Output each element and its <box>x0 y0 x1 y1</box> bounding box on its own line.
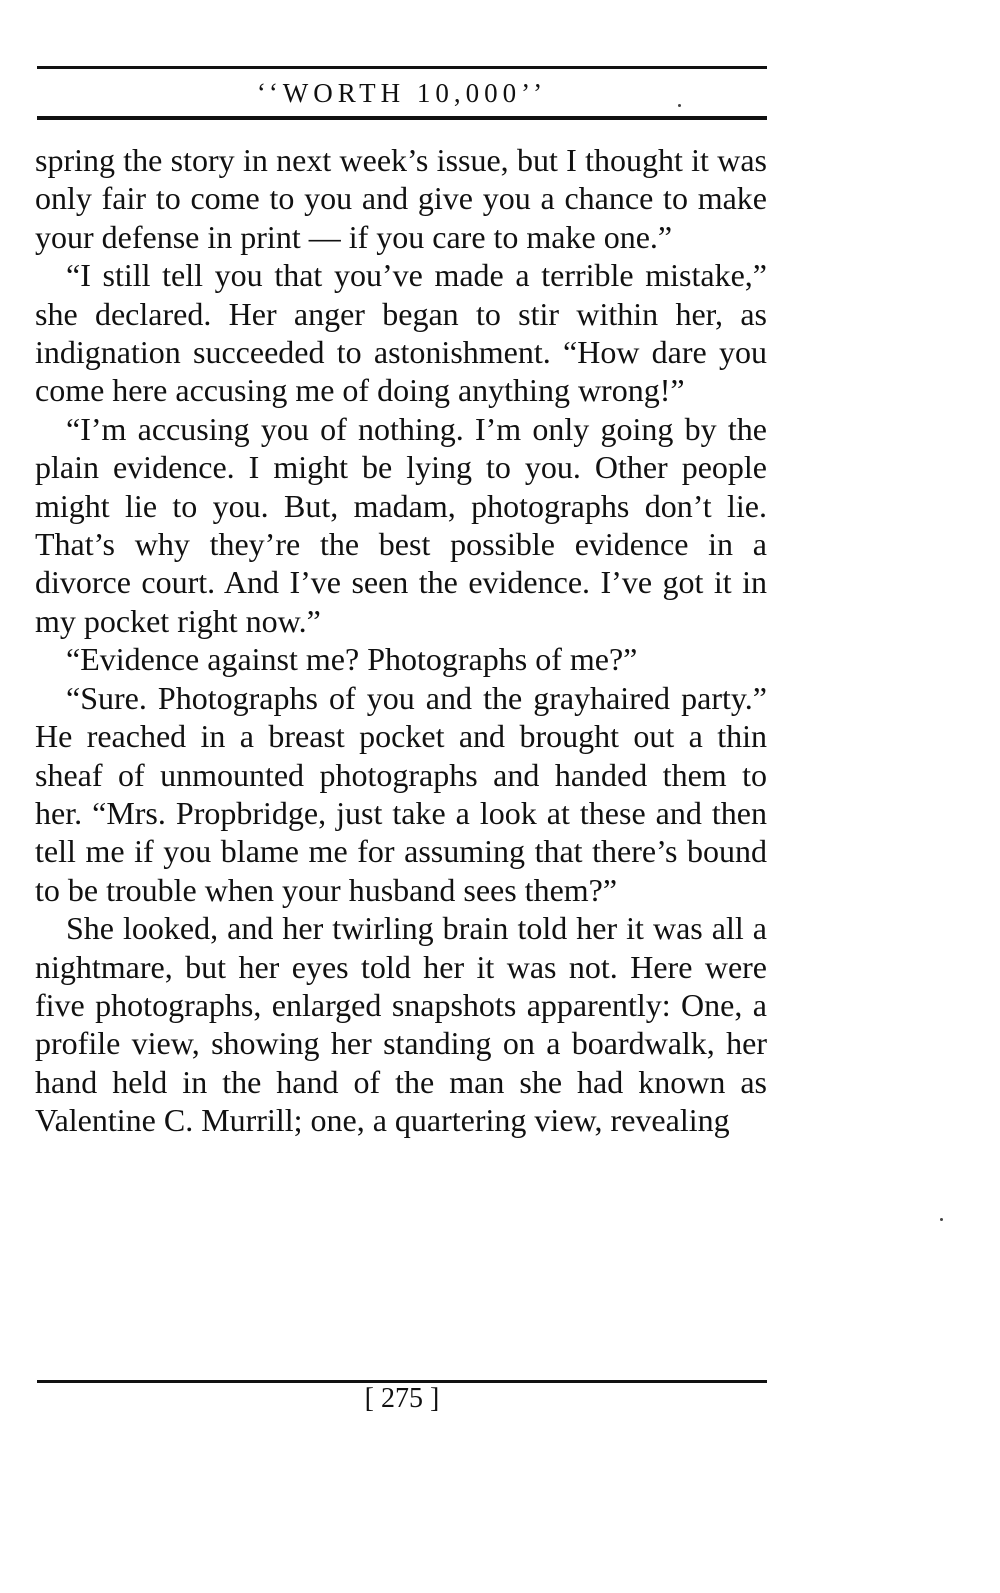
paragraph-3: “I’m accusing you of nothing. I’m only going by the plain evidence. I might be lying to you. Other people might lie to you. But, madam, photographs don’t lie. That’s why they’re the best possible evidence in a divorce court. And I’ve seen the evidence. I’ve got it in my pocket right now.” <box>35 410 767 639</box>
header-rule-top <box>37 66 767 69</box>
body-text <box>35 141 767 1140</box>
paragraph-5: “Sure. Photographs of you and the grayhaired party.” He reached in a breast pocket and brought out a thin sheaf of unmounted photographs and handed them to her. “Mrs. Propbridge, just take a look at these and then tell me if you blame me for assuming that there’s bound to be trouble when your husband sees them?” <box>35 679 767 908</box>
page-number: [ 275 ] <box>364 1383 440 1414</box>
paragraph-6: She looked, and her twirling brain told her it was all a nightmare, but her eyes told her it was not. Here were five photographs, enlarged snapshots apparently: One, a profile view, showing her standing on a boardwalk, her hand held in the hand of the man she had known as Valentine C. Murrill; one, a quartering view, revealing <box>35 910 767 1139</box>
ink-speck <box>940 1218 943 1221</box>
header-rule-bottom <box>37 116 767 120</box>
paragraph-1: spring the story in next week’s issue, but I thought it was only fair to come to you and give you a chance to make your defense in print — if you care to make one.” <box>35 142 767 255</box>
paragraph-2: “I still tell you that you’ve made a terrible mistake,” she declared. Her anger began to stir within her, as indignation succeeded to astonishment. “How dare you come here accusing me of doing anything wrong!” <box>35 257 767 409</box>
running-title: ‘‘WORTH 10,000’’ <box>256 78 548 108</box>
paragraph-4: “Evidence against me? Photographs of me?” <box>66 641 638 678</box>
ink-speck <box>678 104 681 107</box>
